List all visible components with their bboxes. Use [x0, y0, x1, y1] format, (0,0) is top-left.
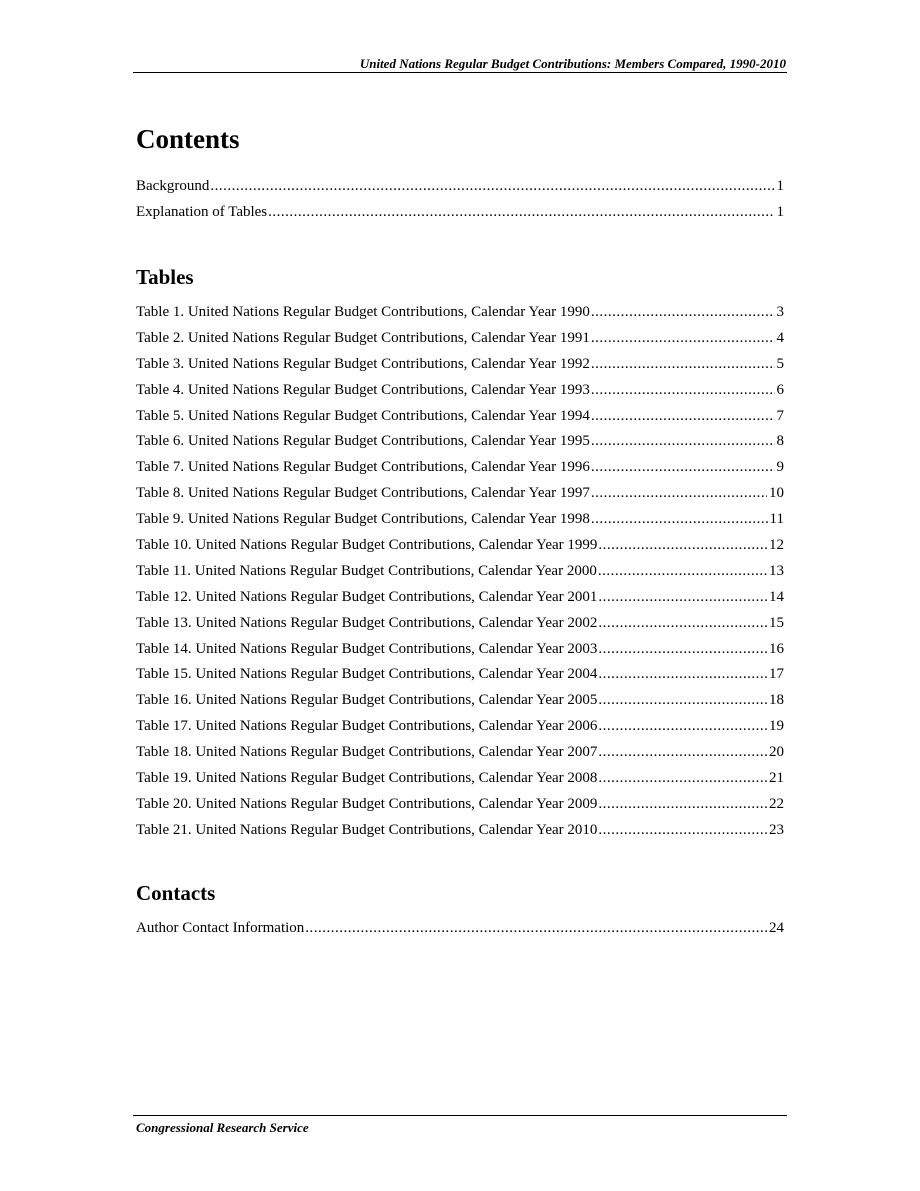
header-rule [133, 72, 787, 73]
tables-list [136, 303, 784, 847]
toc-entry-table-11[interactable] [136, 562, 784, 588]
toc-leader-dots [598, 795, 767, 813]
toc-entry-label: Table 19. United Nations Regular Budget Contributions, Calendar Year 2008 [136, 770, 598, 787]
toc-entry-page: 15 [769, 614, 784, 631]
toc-entry-page: 17 [769, 666, 784, 683]
toc-leader-dots [305, 919, 767, 937]
toc-entry-label: Table 18. United Nations Regular Budget Contributions, Calendar Year 2007 [136, 744, 598, 761]
footer-rule [133, 1115, 787, 1116]
toc-entry-page: 11 [769, 511, 784, 528]
toc-entry-table-12[interactable] [136, 588, 784, 614]
toc-leader-dots [598, 640, 767, 658]
toc-entry-table-9[interactable] [136, 510, 784, 536]
toc-entry-label: Background [136, 178, 210, 194]
toc-leader-dots [598, 769, 767, 787]
toc-leader-dots [598, 665, 767, 683]
toc-entry-table-3[interactable] [136, 355, 784, 381]
toc-leader-dots [591, 355, 775, 373]
page-title: Contents [136, 124, 240, 154]
tables-heading: Tables [136, 265, 194, 289]
toc-entry-label: Table 11. United Nations Regular Budget Contributions, Calendar Year 2000 [136, 562, 597, 579]
toc-entry-table-6[interactable] [136, 432, 784, 458]
toc-entry-page: 19 [769, 718, 784, 735]
toc-entry-label: Table 12. United Nations Regular Budget Contributions, Calendar Year 2001 [136, 588, 598, 605]
toc-entry-table-20[interactable] [136, 795, 784, 821]
toc-entry-page: 12 [769, 537, 784, 554]
toc-entry-label: Table 2. United Nations Regular Budget Contributions, Calendar Year 1991 [136, 329, 590, 346]
toc-leader-dots [598, 743, 767, 761]
toc-entry-table-1[interactable] [136, 303, 784, 329]
toc-leader-dots [591, 303, 775, 321]
toc-entry-page: 3 [776, 304, 784, 320]
toc-leader-dots [591, 458, 775, 476]
toc-entry-page: 5 [776, 355, 784, 372]
toc-entry-label: Table 16. United Nations Regular Budget Contributions, Calendar Year 2005 [136, 692, 598, 709]
contacts-list [136, 919, 784, 945]
toc-leader-dots [591, 407, 775, 425]
toc-entry-label: Table 20. United Nations Regular Budget Contributions, Calendar Year 2009 [136, 795, 598, 812]
toc-entry-table-5[interactable] [136, 407, 784, 433]
toc-entry-label: Table 7. United Nations Regular Budget Contributions, Calendar Year 1996 [136, 459, 590, 476]
toc-entry-page: 18 [769, 692, 784, 709]
toc-entry-page: 1 [776, 178, 784, 194]
toc-entry-table-8[interactable] [136, 484, 784, 510]
toc-entry-table-13[interactable] [136, 614, 784, 640]
toc-entry-label: Table 14. United Nations Regular Budget Contributions, Calendar Year 2003 [136, 640, 598, 657]
running-header: United Nations Regular Budget Contributions: Members Compared, 1990-2010 [359, 56, 786, 71]
running-footer: Congressional Research Service [136, 1120, 309, 1135]
toc-entry-label: Table 6. United Nations Regular Budget Contributions, Calendar Year 1995 [136, 433, 590, 450]
toc-entry-label: Table 4. United Nations Regular Budget Contributions, Calendar Year 1993 [136, 381, 590, 398]
toc-entry-background[interactable] [136, 177, 784, 203]
toc-entry-page: 20 [769, 744, 784, 761]
toc-entry-table-16[interactable] [136, 691, 784, 717]
toc-leader-dots [598, 821, 767, 839]
toc-leader-dots [591, 432, 775, 450]
toc-leader-dots [210, 177, 774, 195]
toc-entry-page: 24 [769, 920, 784, 936]
toc-leader-dots [591, 484, 767, 502]
toc-entry-author-contact-information[interactable] [136, 919, 784, 945]
toc-entry-page: 7 [776, 407, 784, 424]
toc-entry-explanation-of-tables[interactable] [136, 203, 784, 229]
toc-entry-page: 23 [769, 821, 784, 838]
toc-entry-label: Table 21. United Nations Regular Budget Contributions, Calendar Year 2010 [136, 821, 598, 838]
toc-entry-label: Table 8. United Nations Regular Budget Contributions, Calendar Year 1997 [136, 485, 590, 502]
toc-entry-page: 13 [769, 562, 784, 579]
toc-entry-label: Table 17. United Nations Regular Budget Contributions, Calendar Year 2006 [136, 718, 598, 735]
toc-entry-page: 10 [769, 485, 784, 502]
toc-entry-page: 8 [776, 433, 784, 450]
toc-entry-table-15[interactable] [136, 665, 784, 691]
toc-leader-dots [598, 691, 767, 709]
contacts-heading: Contacts [136, 881, 216, 905]
toc-entry-label: Table 3. United Nations Regular Budget Contributions, Calendar Year 1992 [136, 355, 590, 372]
toc-entry-table-7[interactable] [136, 458, 784, 484]
toc-leader-dots [598, 614, 767, 632]
toc-entry-label: Table 5. United Nations Regular Budget Contributions, Calendar Year 1994 [136, 407, 590, 424]
toc-entry-page: 4 [776, 329, 784, 346]
toc-entry-table-2[interactable] [136, 329, 784, 355]
toc-leader-dots [591, 329, 775, 347]
toc-leader-dots [268, 203, 774, 221]
toc-entry-table-21[interactable] [136, 821, 784, 847]
toc-entry-table-19[interactable] [136, 769, 784, 795]
toc-leader-dots [591, 510, 768, 528]
toc-entry-label: Table 15. United Nations Regular Budget Contributions, Calendar Year 2004 [136, 666, 598, 683]
toc-leader-dots [598, 588, 767, 606]
toc-leader-dots [598, 562, 767, 580]
toc-entry-label: Table 9. United Nations Regular Budget Contributions, Calendar Year 1998 [136, 511, 590, 528]
toc-leader-dots [598, 536, 767, 554]
toc-entry-table-4[interactable] [136, 381, 784, 407]
toc-entry-table-18[interactable] [136, 743, 784, 769]
toc-entry-page: 1 [776, 203, 784, 220]
toc-entry-page: 22 [769, 795, 784, 812]
toc-entry-label: Explanation of Tables [136, 203, 268, 220]
toc-entry-page: 16 [769, 640, 784, 657]
contents-list [136, 177, 784, 229]
toc-leader-dots [591, 381, 775, 399]
toc-leader-dots [598, 717, 767, 735]
toc-entry-table-10[interactable] [136, 536, 784, 562]
toc-entry-page: 9 [776, 459, 784, 476]
toc-entry-page: 6 [776, 381, 784, 398]
toc-entry-label: Table 13. United Nations Regular Budget Contributions, Calendar Year 2002 [136, 614, 598, 631]
toc-entry-page: 21 [769, 770, 784, 787]
toc-entry-page: 14 [769, 588, 784, 605]
toc-entry-label: Table 1. United Nations Regular Budget Contributions, Calendar Year 1990 [136, 304, 590, 320]
toc-entry-label: Table 10. United Nations Regular Budget Contributions, Calendar Year 1999 [136, 537, 598, 554]
toc-entry-table-14[interactable] [136, 640, 784, 666]
toc-entry-table-17[interactable] [136, 717, 784, 743]
toc-entry-label: Author Contact Information [136, 920, 305, 936]
